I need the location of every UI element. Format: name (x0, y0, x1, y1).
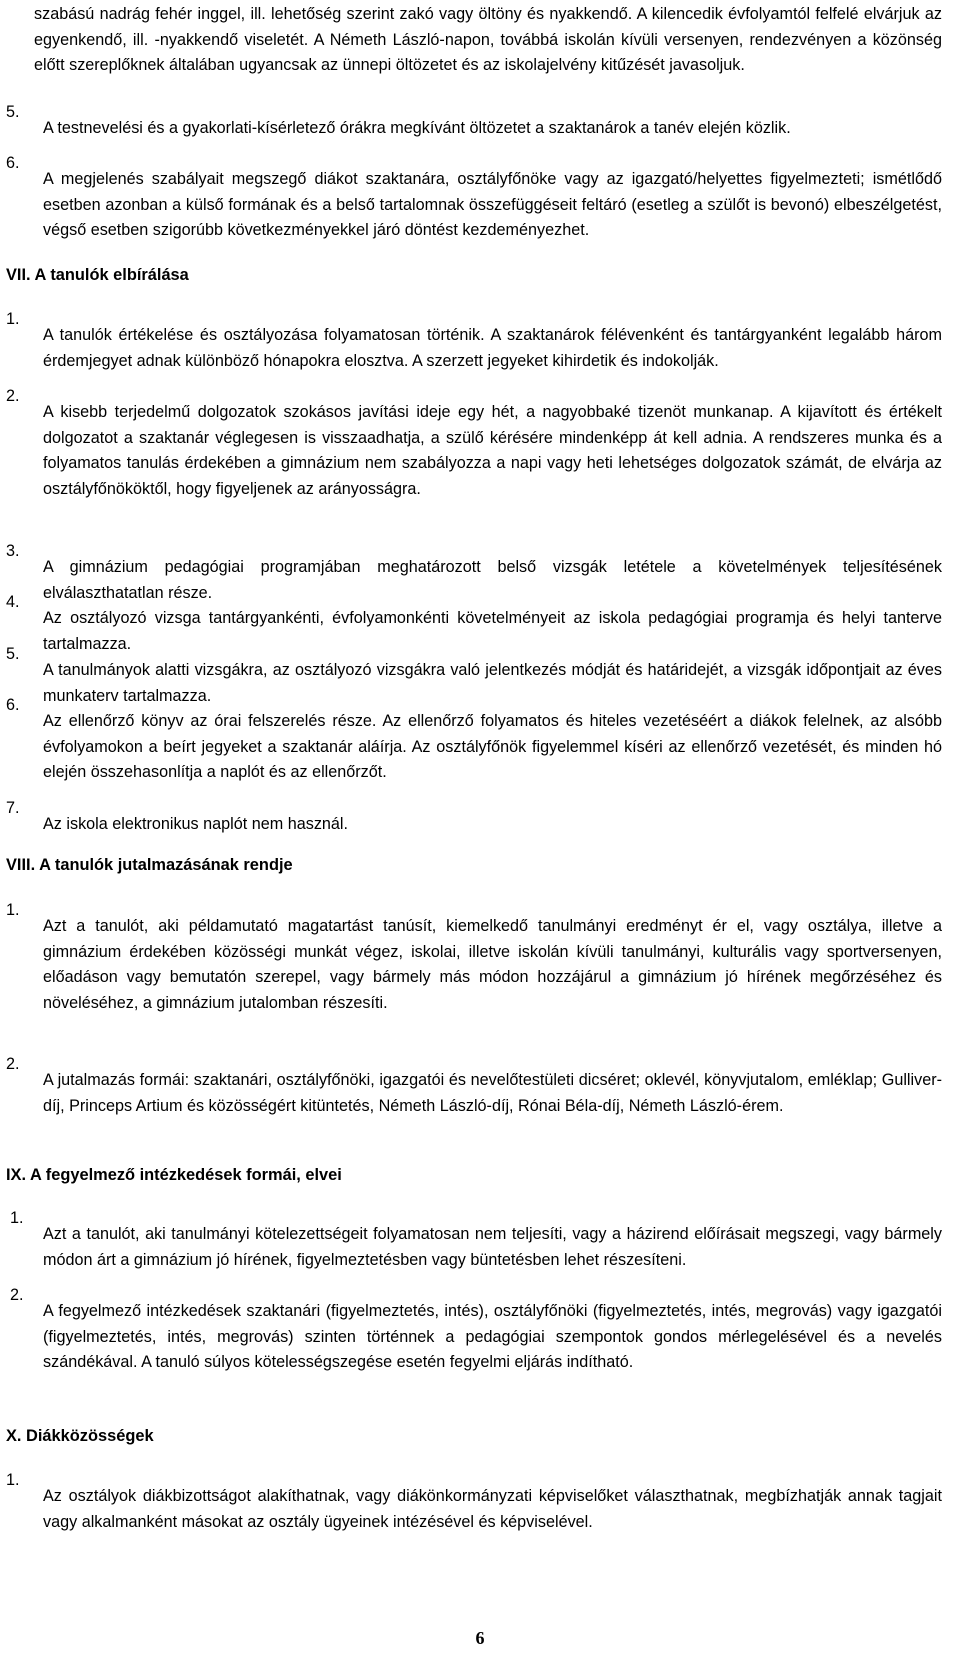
list-text: A tanulók értékelése és osztályozása folyamatosan történik. A szaktanárok félévenként és tantárgyanként legalább három érdemjegyet adnak különböző hónapokra elosztva. A szerzett jegyeket kihirdetik és indokolják. (43, 326, 942, 370)
list-text: Azt a tanulót, aki példamutató magatartást tanúsít, kiemelkedő tanulmányi eredményt ér el, vagy osztálya, illetve a gimnázium érdekében közösségi munkát végez, iskolai, illetve iskolán kívüli tanulmányi, kulturális vagy sportversenyen, előadáson vagy bemutatón szerepel, vagy bármely más módon hozzájárul a gimnázium jó hírének megőrzéséhez és növeléséhez, a gimnázium jutalomban részesíti. (43, 917, 942, 1012)
list-number: 4. (6, 593, 20, 611)
list-text: A testnevelési és a gyakorlati-kísérletező órákra megkívánt öltözetet a szaktanárok a tanév elején közlik. (43, 119, 791, 138)
list-number: 5. (6, 645, 20, 663)
list-text: A tanulmányok alatti vizsgákra, az osztályozó vizsgákra való jelentkezés módját és határidejét, a vizsgák időpontjait az éves munkaterv tartalmazza. (43, 661, 942, 705)
page-number: 6 (475, 1628, 485, 1648)
section-heading: X. Diákközösségek (6, 1427, 154, 1445)
list-number: 7. (6, 799, 20, 817)
list-item (6, 1468, 942, 1552)
list-number: 3. (6, 542, 20, 560)
list-item (6, 1283, 942, 1392)
list-number: 5. (6, 103, 20, 121)
list-text: A gimnázium pedagógiai programjában meghatározott belső vizsgák letétele a követelmények teljesítésének elválaszthatatlan része. (43, 558, 942, 602)
list-text: A fegyelmező intézkedések szaktanári (figyelmeztetés, intés), osztályfőnöki (figyelmeztetés, intés, megrovás) vagy igazgatói (figyelmeztetés, intés, megrovás) szinten történnek a pedagógiai szempontok gondos mérlegelésével és a nevelés szándékával. A tanuló súlyos kötelességszegése esetén fegyelmi eljárás indítható. (43, 1302, 942, 1372)
list-item (6, 151, 942, 260)
intro-paragraph: szabású nadrág fehér inggel, ill. lehetőség szerint zakó vagy öltöny és nyakkendő. A kilencedik évfolyamtól felfelé elvárjuk az egyenkendő, ill. -nyakkendő viseletét. A Németh László-napon, továbbá iskolán kívüli versenyen, rendezvényen a közönség előtt szereplőknek általában ugyancsak az ünnepi öltözetet és az iskolajelvény kitűzését javasoljuk. (34, 5, 942, 75)
list-item (6, 384, 942, 519)
list-number: 2. (6, 1055, 20, 1073)
list-number: 6. (6, 696, 20, 714)
list-number: 2. (10, 1286, 24, 1304)
list-item (6, 796, 942, 854)
list-text: A megjelenés szabályait megszegő diákot szaktanára, osztályfőnöke vagy az igazgató/helyettes figyelmezteti; ismétlődő esetben azonban a külső formának és a belső tartalomnak összefüggéseit feltáró (esetleg a szülőt is bevonó) elbeszélgetést, végső esetben szigorúbb következményekkel járó döntést kezdeményezhet. (43, 170, 942, 240)
list-number: 2. (6, 387, 20, 405)
list-number: 1. (6, 1471, 20, 1489)
list-text: A jutalmazás formái: szaktanári, osztályfőnöki, igazgatói és nevelőtestületi dicséret; oklevél, könyvjutalom, emléklap; Gulliver-díj, Princeps Artium és közösségért kitüntetés, Németh László-díj, Rónai Béla-díj, Németh László-érem. (43, 1071, 942, 1115)
list-item (6, 307, 942, 391)
section-heading: VIII. A tanulók jutalmazásának rendje (6, 856, 293, 874)
list-item (6, 1052, 942, 1136)
section-heading: VII. A tanulók elbírálása (6, 266, 189, 284)
list-text: Azt a tanulót, aki tanulmányi kötelezettségeit folyamatosan nem teljesíti, vagy a házirend előírásait megszegi, vagy bármely módon árt a gimnázium jó hírének, figyelmeztetésben vagy büntetésben lehet részesíteni. (43, 1225, 942, 1269)
list-text: Az iskola elektronikus naplót nem használ. (43, 815, 349, 834)
section-heading: IX. A fegyelmező intézkedések formái, elvei (6, 1166, 342, 1184)
list-text: Az osztályozó vizsga tantárgyankénti, évfolyamonkénti követelményeit az iskola pedagógiai programja és helyi tanterve tartalmazza. (43, 609, 942, 653)
list-number: 1. (6, 310, 20, 328)
list-item (6, 100, 942, 158)
list-text: Az ellenőrző könyv az órai felszerelés része. Az ellenőrző folyamatos és hiteles vezetéséért a diákok felelnek, az alsóbb évfolyamokon a beírt jegyeket a szaktanár aláírja. Az osztályfőnök figyelemmel kíséri az ellenőrző vezetését, és minden hó elején összehasonlítja a naplót és az ellenőrzőt. (43, 712, 942, 782)
list-number: 1. (6, 901, 20, 919)
list-number: 6. (6, 154, 20, 172)
list-item (6, 693, 942, 802)
list-number: 1. (10, 1209, 24, 1227)
list-item (6, 898, 942, 1033)
list-text: Az osztályok diákbizottságot alakíthatnak, vagy diákönkormányzati képviselőket választhatnak, megbízhatják annak tagjait vagy alkalmanként másokat az osztály ügyeinek intézésével és képviselével. (43, 1487, 942, 1531)
list-text: A kisebb terjedelmű dolgozatok szokásos javítási ideje egy hét, a nagyobbaké tizenöt munkanap. A kijavított és értékelt dolgozatot a szaktanár véglegesen is visszaadhatja, a szülő kérésére mindenképp át kell adnia. A rendszeres munka és a folyamatos tanulás érdekében a gimnázium nem szabályozza a napi vagy heti lehetséges dolgozatok számát, de elvárja az osztályfőnököktől, hogy figyeljenek az arányosságra. (43, 403, 942, 498)
list-item (6, 1206, 942, 1290)
